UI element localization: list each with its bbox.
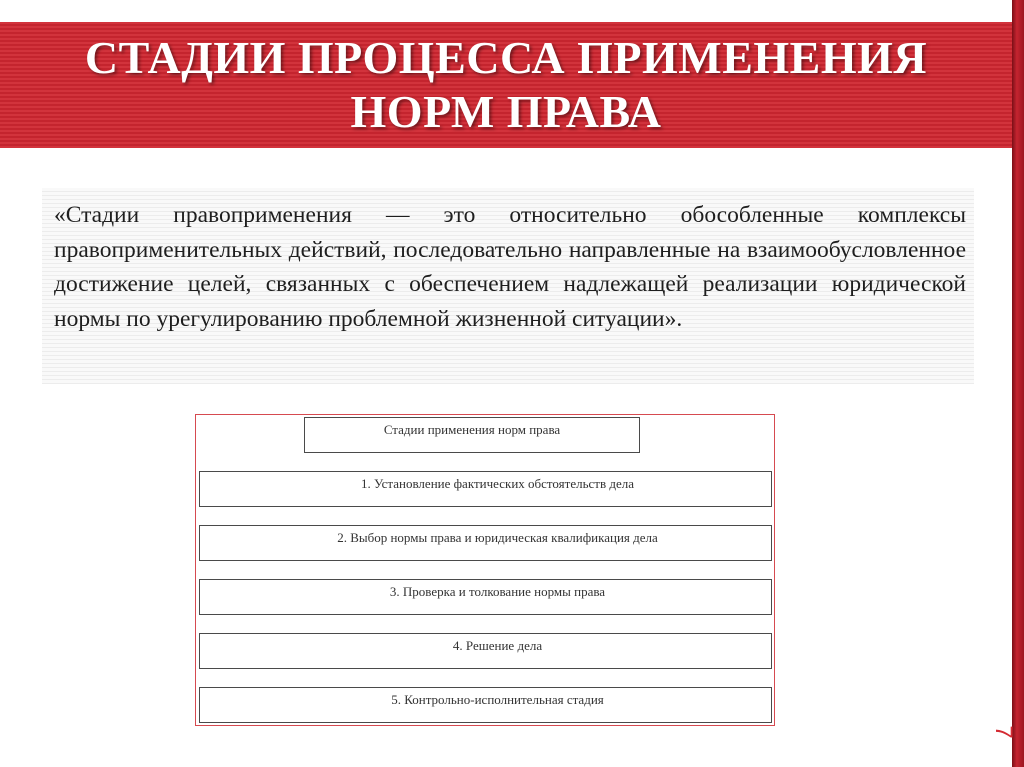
- diagram-header: Стадии применения норм права: [304, 417, 640, 453]
- stages-diagram: [195, 414, 775, 726]
- definition-quote-box: [42, 188, 974, 384]
- stage-box-5: 5. Контрольно-исполнительная стадия: [199, 687, 772, 723]
- stage-box-3: 3. Проверка и толкование нормы права: [199, 579, 772, 615]
- slide-title: СТАДИИ ПРОЦЕССА ПРИМЕНЕНИЯ НОРМ ПРАВА: [84, 32, 928, 137]
- stage-box-2: 2. Выбор нормы права и юридическая квалификация дела: [199, 525, 772, 561]
- stage-box-1: 1. Установление фактических обстоятельств дела: [199, 471, 772, 507]
- stage-box-4: 4. Решение дела: [199, 633, 772, 669]
- page-number: 7: [990, 725, 1017, 739]
- definition-quote-text: «Стадии правоприменения — это относительно обособленные комплексы правоприменительных действий, последовательно направленные на взаимообусловленное достижение целей, связанных с обеспечением надлежащей реализации юридической нормы по урегулированию проблемной жизненной ситуации».: [54, 202, 966, 332]
- title-band: [0, 22, 1012, 148]
- right-edge-stripe: [1012, 0, 1024, 767]
